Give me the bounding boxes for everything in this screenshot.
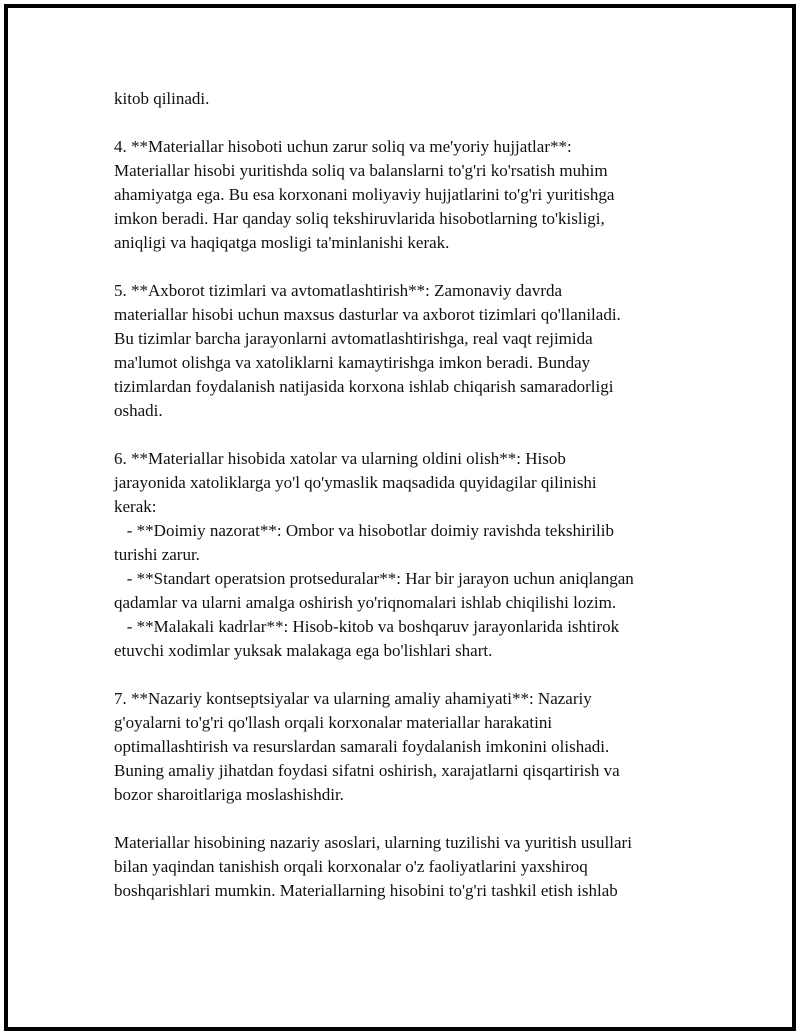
text-line: qadamlar va ularni amalga oshirish yo'riqnomalari ishlab chiqilishi lozim. <box>114 593 617 612</box>
text-line: jarayonida xatoliklarga yo'l qo'ymaslik maqsadida quyidagilar qilinishi <box>114 473 597 492</box>
text-line: 6. **Materiallar hisobida xatolar va ularning oldini olish**: Hisob <box>114 449 566 468</box>
text-line: - **Malakali kadrlar**: Hisob-kitob va boshqaruv jarayonlarida ishtirok <box>114 617 620 636</box>
text-line: bozor sharoitlariga moslashishdir. <box>114 785 344 804</box>
text-line: 4. **Materiallar hisoboti uchun zarur soliq va me'yoriy hujjatlar**: <box>114 137 572 156</box>
text-line: tizimlardan foydalanish natijasida korxona ishlab chiqarish samaradorligi <box>114 377 614 396</box>
text-line: - **Doimiy nazorat**: Ombor va hisobotlar doimiy ravishda tekshirilib <box>114 521 614 540</box>
paragraph <box>114 447 714 663</box>
text-line: boshqarishlari mumkin. Materiallarning hisobini to'g'ri tashkil etish ishlab <box>114 881 618 900</box>
text-line: - **Standart operatsion protseduralar**: Har bir jarayon uchun aniqlangan <box>114 569 634 588</box>
text-line: Materiallar hisobining nazariy asoslari, ularning tuzilishi va yuritish usullari <box>114 833 632 852</box>
text-line: imkon beradi. Har qanday soliq tekshiruvlarida hisobotlarning to'kisligi, <box>114 209 605 228</box>
text-line: 5. **Axborot tizimlari va avtomatlashtirish**: Zamonaviy davrda <box>114 281 563 300</box>
text-line: aniqligi va haqiqatga mosligi ta'minlanishi kerak. <box>114 233 450 252</box>
text-line: optimallashtirish va resurslardan samarali foydalanish imkonini olishadi. <box>114 737 610 756</box>
paragraph <box>114 687 714 807</box>
text-line: ma'lumot olishga va xatoliklarni kamaytirishga imkon beradi. Bunday <box>114 353 591 372</box>
text-line: bilan yaqindan tanishish orqali korxonalar o'z faoliyatlarini yaxshiroq <box>114 857 588 876</box>
text-line: kerak: <box>114 497 157 516</box>
paragraph <box>114 135 714 255</box>
text-line: 7. **Nazariy kontseptsiyalar va ularning amaliy ahamiyati**: Nazariy <box>114 689 592 708</box>
text-line: ahamiyatga ega. Bu esa korxonani moliyaviy hujjatlarini to'g'ri yuritishga <box>114 185 615 204</box>
text-line: kitob qilinadi. <box>114 89 210 108</box>
text-line: Bu tizimlar barcha jarayonlarni avtomatlashtirishga, real vaqt rejimida <box>114 329 593 348</box>
text-line: turishi zarur. <box>114 545 200 564</box>
text-line: Buning amaliy jihatdan foydasi sifatni oshirish, xarajatlarni qisqartirish va <box>114 761 620 780</box>
paragraph <box>114 87 714 111</box>
document-body <box>114 87 714 903</box>
text-line: materiallar hisobi uchun maxsus dasturlar va axborot tizimlari qo'llaniladi. <box>114 305 621 324</box>
paragraph <box>114 831 714 903</box>
text-line: etuvchi xodimlar yuksak malakaga ega bo'lishlari shart. <box>114 641 493 660</box>
text-line: g'oyalarni to'g'ri qo'llash orqali korxonalar materiallar harakatini <box>114 713 553 732</box>
paragraph <box>114 279 714 423</box>
text-line: Materiallar hisobi yuritishda soliq va balanslarni to'g'ri ko'rsatish muhim <box>114 161 608 180</box>
text-line: oshadi. <box>114 401 163 420</box>
